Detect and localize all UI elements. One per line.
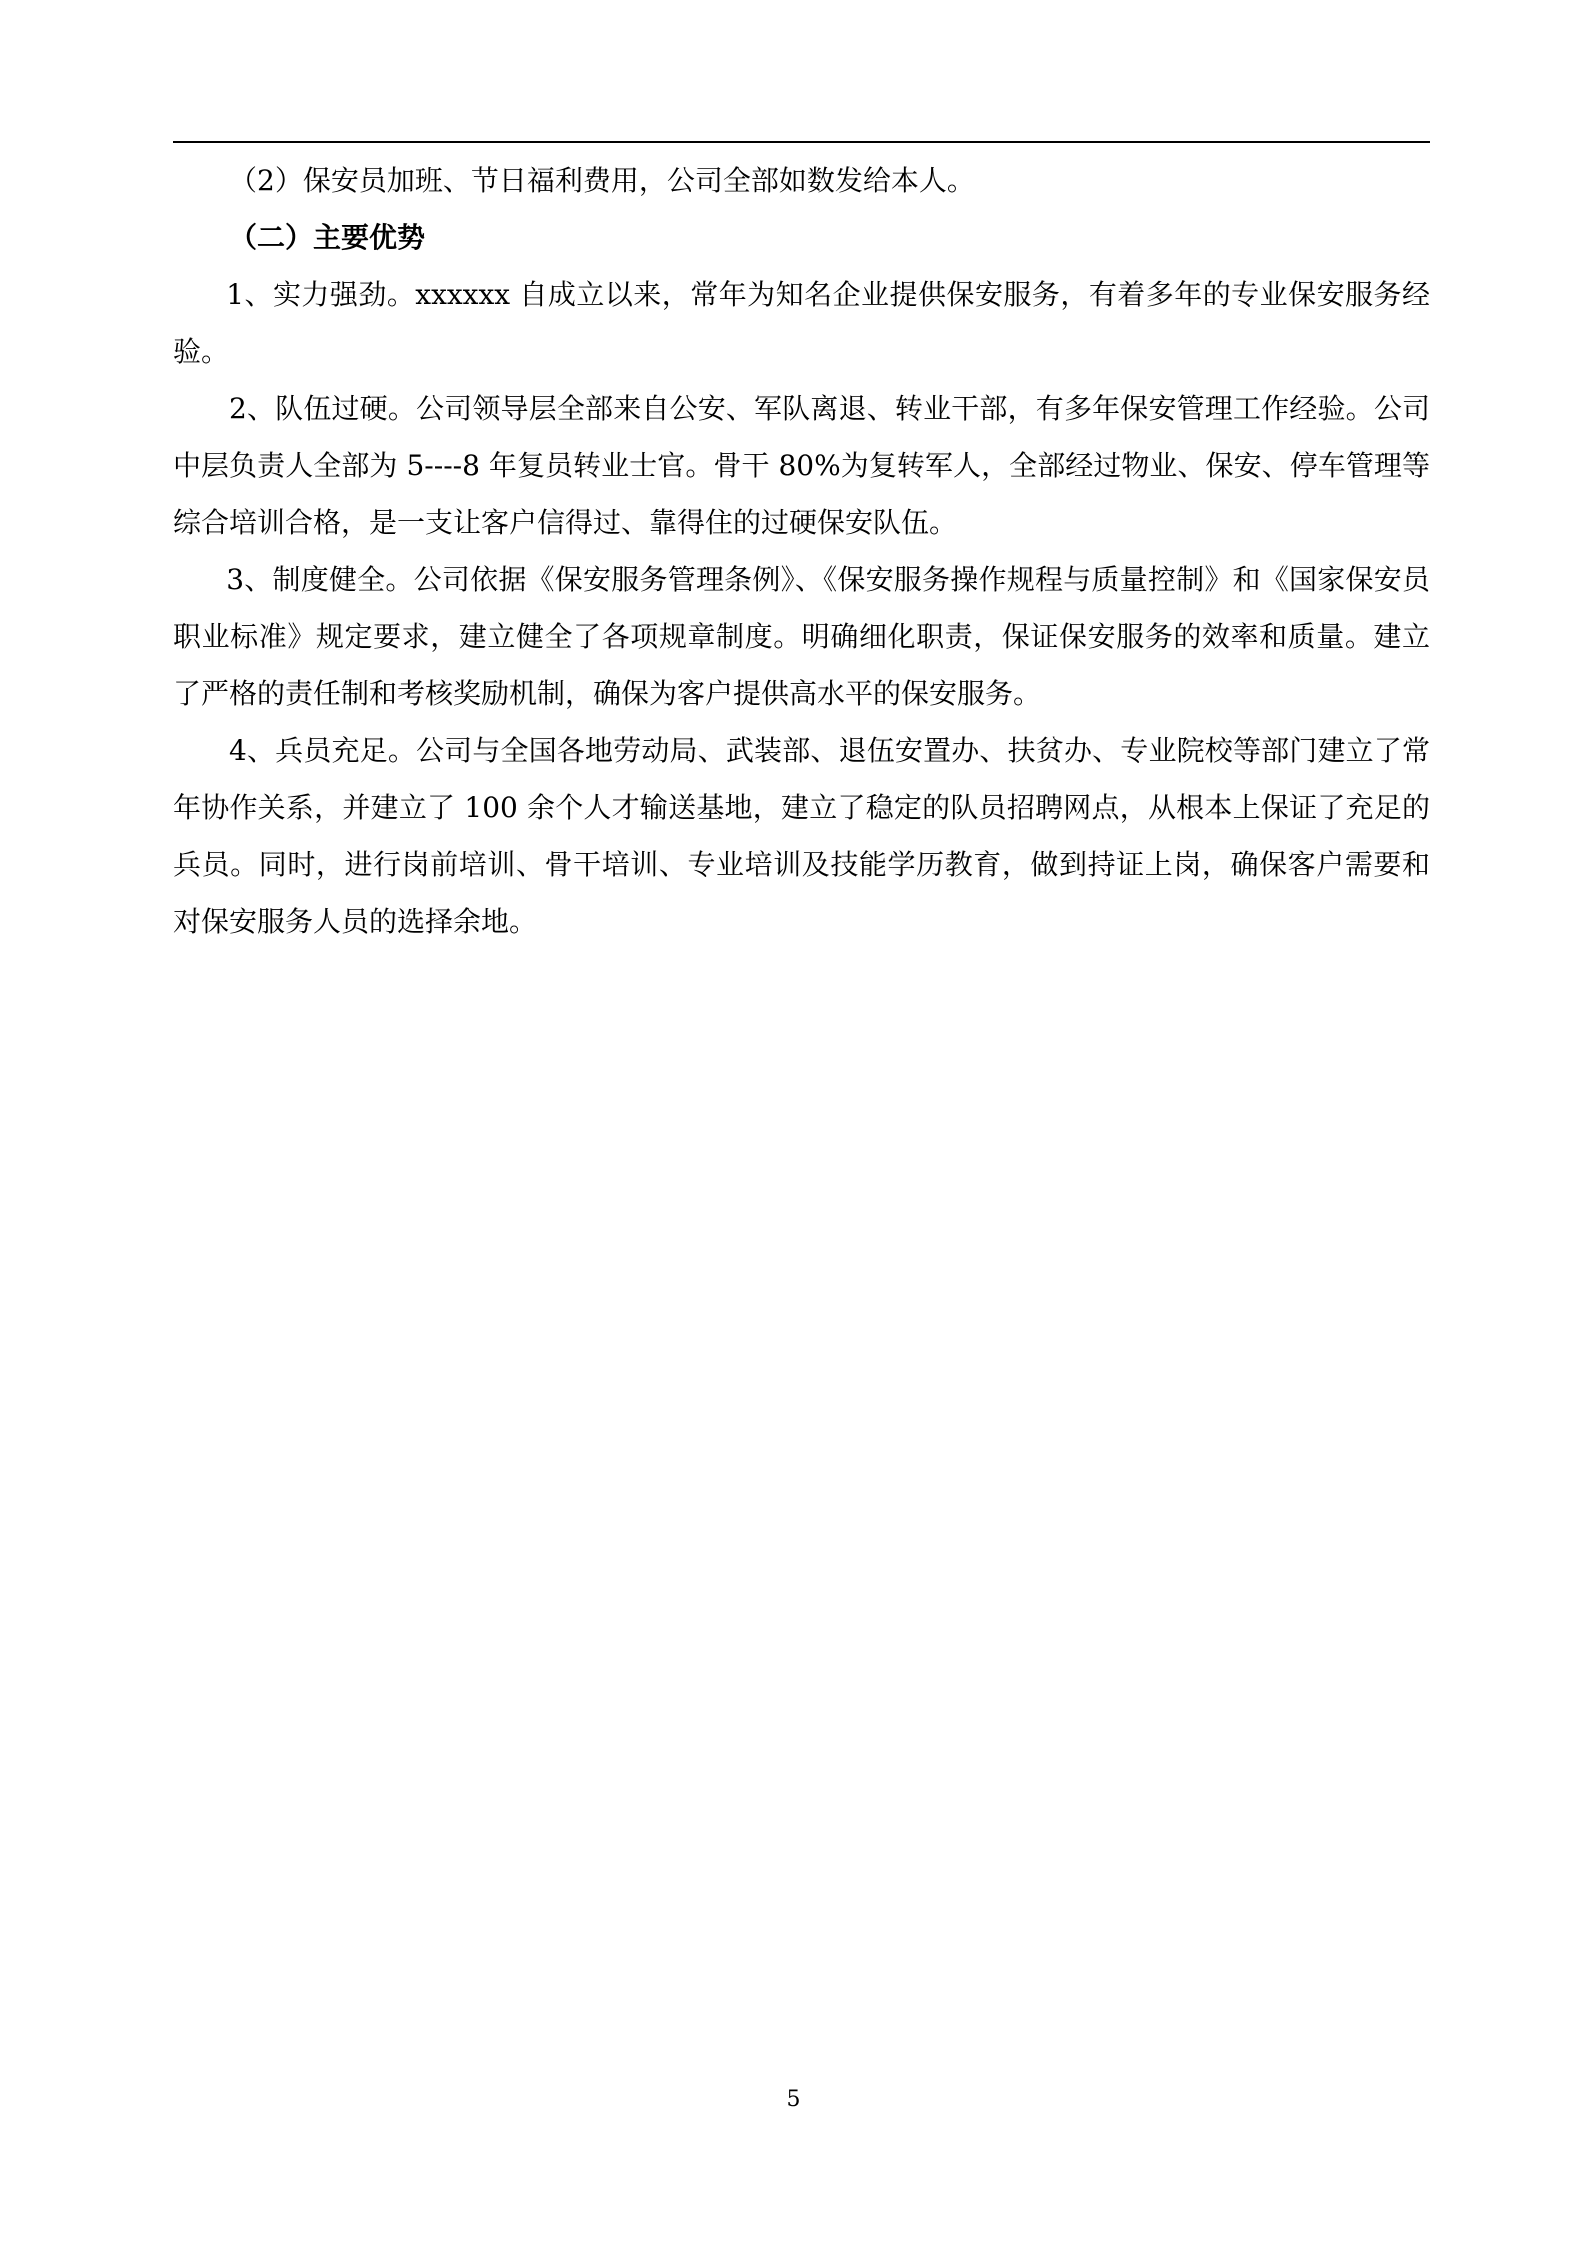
paragraph-staffing: 4、兵员充足。公司与全国各地劳动局、武装部、退伍安置办、扶贫办、专业院校等部门建立了常年协作关系，并建立了 100 余个人才输送基地，建立了稳定的队员招聘网点，从根本上保证了充足的兵员。同时，进行岗前培训、骨干培训、专业培训及技能学历教育，做到持证上岗，确保客户需要和对保安服务人员的选择余地。 — [173, 734, 1430, 938]
paragraph-team: 2、队伍过硬。公司领导层全部来自公安、军队离退、转业干部，有多年保安管理工作经验。公司中层负责人全部为 5----8 年复员转业士官。骨干 80%为复转军人，全部经过物业、保安、停车管理等综合培训合格，是一支让客户信得过、靠得住的过硬保安队伍。 — [173, 392, 1430, 539]
paragraph-system: 3、制度健全。公司依据《保安服务管理条例》、《保安服务操作规程与质量控制》和《国家保安员职业标准》规定要求，建立健全了各项规章制度。明确细化职责，保证保安服务的效率和质量。建立了严格的责任制和考核奖励机制，确保为客户提供高水平的保安服务。 — [173, 563, 1430, 710]
page-number: 5 — [786, 2087, 801, 2112]
paragraph-strength: 1、实力强劲。xxxxxx 自成立以来，常年为知名企业提供保安服务，有着多年的专业保安服务经验。 — [173, 278, 1430, 368]
section-heading-main-advantages: （二）主要优势 — [229, 221, 426, 254]
paragraph-overtime-benefits: （2）保安员加班、节日福利费用，公司全部如数发给本人。 — [229, 164, 975, 197]
document-body — [173, 152, 1430, 950]
header-rule — [173, 141, 1430, 143]
